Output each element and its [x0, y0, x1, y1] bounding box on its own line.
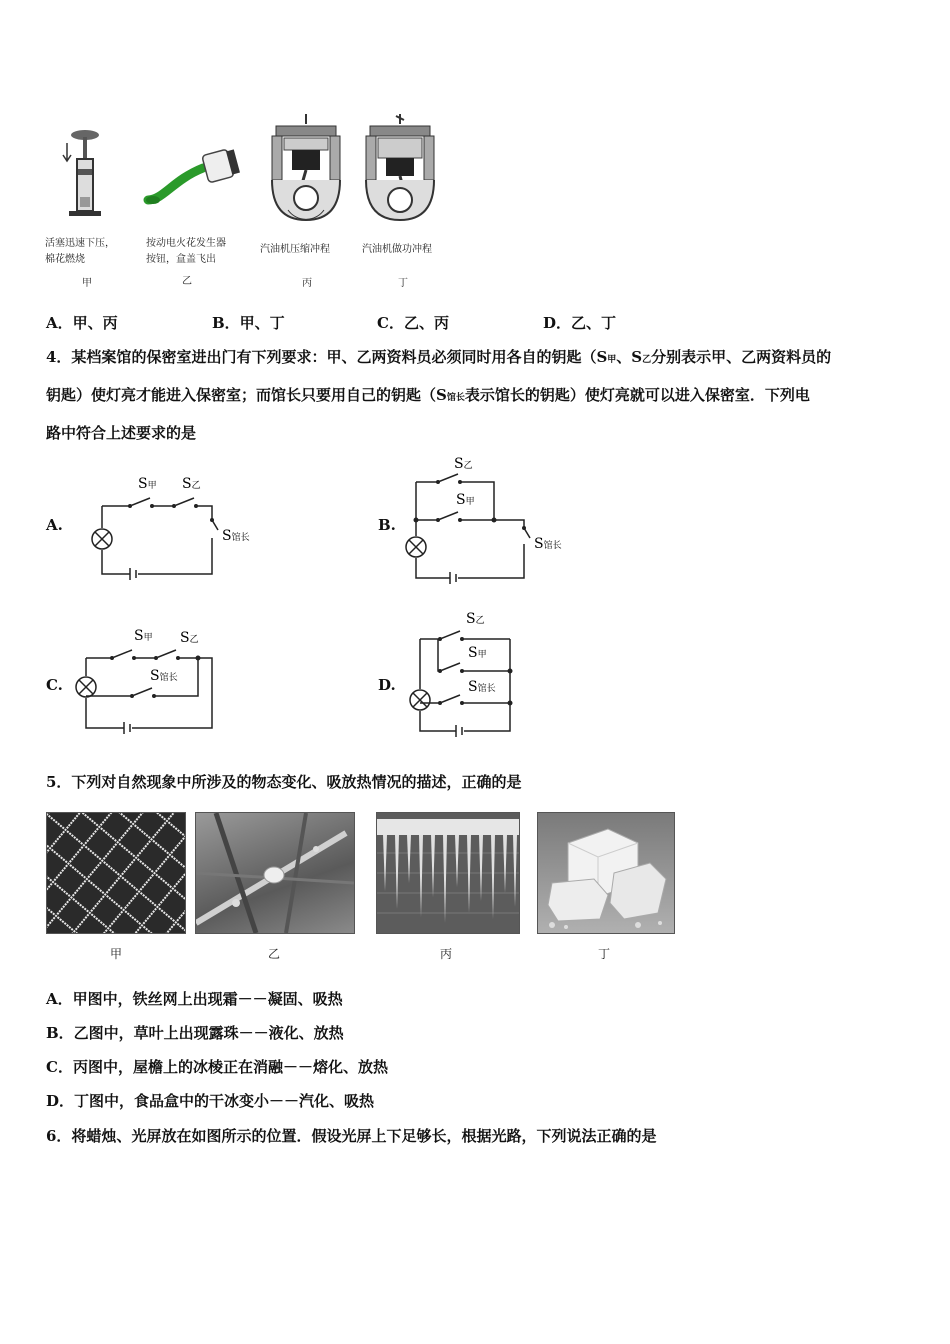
c-s-gz: S馆长 [150, 668, 178, 684]
q4-stem-line2 [46, 384, 810, 405]
a-s-yi: S乙 [182, 476, 201, 492]
fig-yi-caption-2: 按钮，盒盖飞出 [146, 254, 216, 265]
q5-option-d[interactable]: D．丁图中，食品盒中的干冰变小－－汽化、吸热 [46, 1092, 375, 1110]
circuit-c-label[interactable]: C. [46, 676, 63, 694]
fig-jia-caption-2: 棉花燃烧 [45, 254, 85, 265]
dew-grass-photo [195, 812, 355, 934]
q3-option-b[interactable]: B．甲、丁 [212, 314, 285, 332]
circuit-a-label[interactable]: A. [46, 516, 63, 534]
fig-yi-label: 乙 [182, 276, 192, 287]
q4-stem-line3: 路中符合上述要求的是 [46, 424, 197, 442]
fig-yi-caption-1: 按动电火花发生器 [146, 238, 226, 249]
fig-ding-caption: 汽油机做功冲程 [362, 244, 432, 255]
piston-apparatus-image [55, 125, 115, 225]
d-s-jia: S甲 [468, 645, 487, 661]
icicles-photo [376, 812, 520, 934]
q4-sub-guanzhang: 馆长 [446, 393, 465, 403]
c-s-jia: S甲 [134, 628, 153, 644]
q3-option-d[interactable]: D．乙、丁 [543, 314, 617, 332]
q4-text-1a: 4．某档案馆的保密室进出门有下列要求：甲、乙两资料员必须同时用各自的钥匙（S [46, 348, 608, 366]
q4-stem-line1 [46, 346, 831, 367]
q5-option-c[interactable]: C．丙图中，屋檐上的冰棱正在消融－－熔化、放热 [46, 1058, 388, 1076]
q4-text-1c: 分别表示甲、乙两资料员的 [651, 348, 832, 366]
q5-option-a[interactable]: A．甲图中，铁丝网上出现霜－－凝固、吸热 [46, 990, 343, 1008]
fig-bing-label: 丙 [302, 278, 312, 289]
photo-label-ding: 丁 [598, 947, 611, 961]
d-s-yi: S乙 [466, 611, 485, 627]
a-s-jia: S甲 [138, 476, 157, 492]
engine-power-image [362, 112, 438, 224]
q5-option-b[interactable]: B．乙图中，草叶上出现露珠－－液化、放热 [46, 1024, 344, 1042]
q4-text-2b: 表示馆长的钥匙）使灯亮就可以进入保密室．下列电 [464, 386, 810, 404]
circuit-d-diagram [400, 605, 560, 745]
circuit-c-diagram [70, 622, 250, 740]
circuit-a-diagram [90, 468, 270, 583]
q4-text-1b: 、S [616, 348, 643, 366]
b-s-jia: S甲 [456, 492, 475, 508]
c-s-yi: S乙 [180, 630, 199, 646]
photo-label-bing: 丙 [440, 947, 453, 961]
b-s-gz: S馆长 [534, 536, 562, 552]
circuit-d-label[interactable]: D. [378, 676, 396, 694]
fig-jia-label: 甲 [82, 278, 92, 289]
q4-sub-jia: 甲 [607, 355, 617, 365]
photo-label-yi: 乙 [268, 947, 281, 961]
spark-bottle-image [143, 140, 243, 210]
d-s-gz: S馆长 [468, 679, 496, 695]
q3-option-c[interactable]: C．乙、丙 [377, 314, 449, 332]
engine-compression-image [268, 112, 344, 224]
q4-text-2a: 钥匙）使灯亮才能进入保密室；而馆长只要用自己的钥匙（S [46, 386, 447, 404]
a-s-gz: S馆长 [222, 528, 250, 544]
q6-stem: 6．将蜡烛、光屏放在如图所示的位置．假设光屏上下足够长，根据光路，下列说法正确的是 [46, 1127, 657, 1145]
q3-option-a[interactable]: A．甲、丙 [46, 314, 118, 332]
frost-mesh-photo [46, 812, 186, 934]
b-s-yi: S乙 [454, 456, 473, 472]
q5-stem: 5．下列对自然现象中所涉及的物态变化、吸放热情况的描述，正确的是 [46, 773, 522, 791]
q4-sub-yi: 乙 [642, 355, 652, 365]
dry-ice-photo [537, 812, 675, 934]
fig-ding-label: 丁 [398, 278, 408, 289]
fig-bing-caption: 汽油机压缩冲程 [260, 244, 330, 255]
circuit-b-label[interactable]: B. [378, 516, 396, 534]
fig-jia-caption-1: 活塞迅速下压， [45, 238, 115, 249]
circuit-b-diagram [400, 452, 580, 587]
photo-label-jia: 甲 [110, 947, 123, 961]
